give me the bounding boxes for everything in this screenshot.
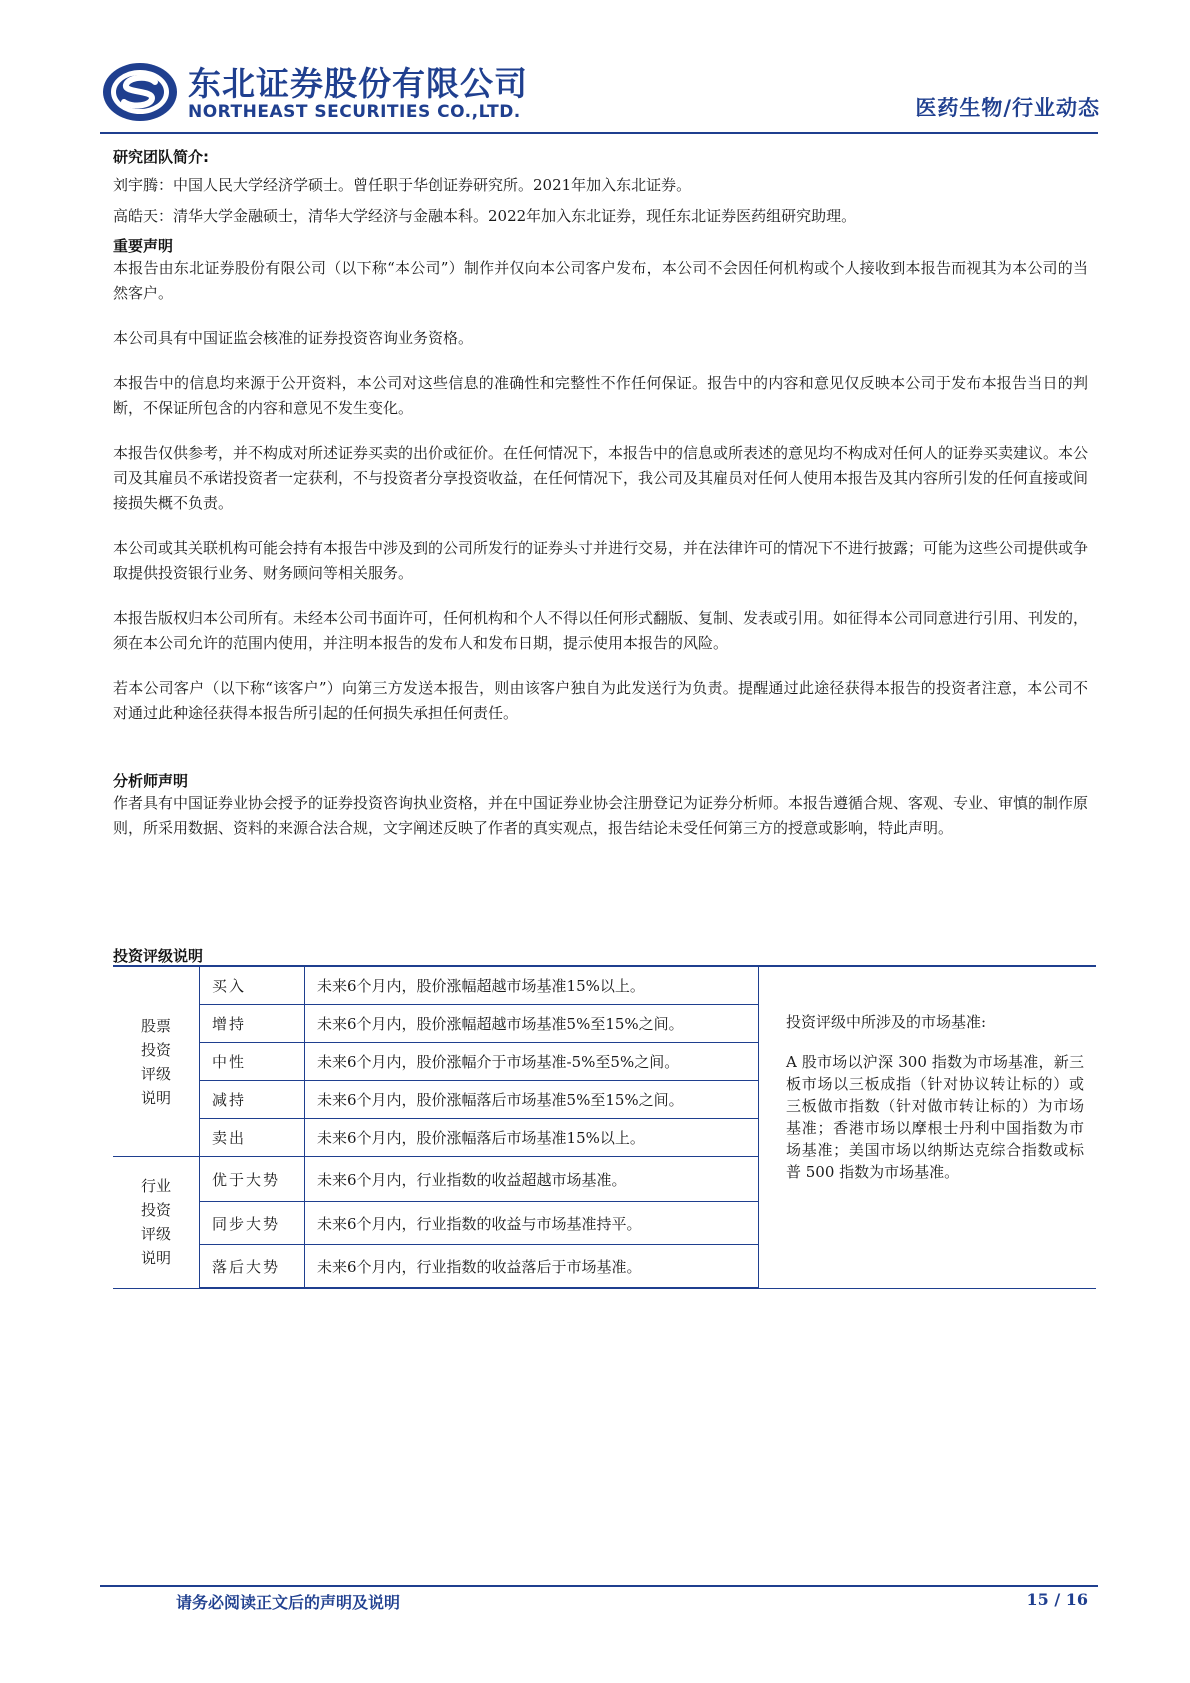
company-name-cn: 东北证券股份有限公司 [188,64,528,103]
team-member: 刘宇腾：中国人民大学经济学硕士。曾任职于华创证券研究所。2021年加入东北证券。 [113,176,692,194]
disclaimer-paragraph: 本报告中的信息均来源于公开资料，本公司对这些信息的准确性和完整性不作任何保证。报告中的内容和意见仅反映本公司于发布本报告当日的判断，不保证所包含的内容和意见不发生变化。 [113,374,1088,417]
benchmark-cell [759,966,1097,1288]
disclaimer-paragraph: 本报告仅供参考，并不构成对所述证券买卖的出价或征价。在任何情况下，本报告中的信息或所表述的意见均不构成对任何人的证券买卖建议。本公司及其雇员不承诺投资者一定获利，不与投资者分享投资收益，在任何情况下，我公司及其雇员对任何人使用本报告及其内容所引发的任何直接或间接损失概不负责。 [113,444,1089,512]
rating-description: 未来6个月内，股价涨幅介于市场基准-5%至5%之间。 [305,1043,759,1081]
page-number: 15 / 16 [1026,1590,1088,1609]
disclaimer-title: 重要声明 [113,237,174,255]
rating-level: 落后大势 [200,1245,305,1289]
team-title: 研究团队简介: [113,148,209,166]
rating-description: 未来6个月内，股价涨幅落后市场基准5%至15%之间。 [305,1081,759,1119]
rating-level: 增持 [200,1005,305,1043]
company-name-en: NORTHEAST SECURITIES CO.,LTD. [188,102,521,122]
disclaimer-paragraph: 本报告版权归本公司所有。未经本公司书面许可，任何机构和个人不得以任何形式翻版、复制、发表或引用。如征得本公司同意进行引用、刊发的，须在本公司允许的范围内使用，并注明本报告的发布人和发布日期，提示使用本报告的风险。 [113,609,1089,652]
stock-group-label: 股票 投资 评级 说明 [113,966,200,1157]
page-header [100,48,1100,128]
benchmark-title: 投资评级中所涉及的市场基准: [786,1013,987,1031]
rating-level: 卖出 [200,1119,305,1157]
rating-description: 未来6个月内，股价涨幅超越市场基准5%至15%之间。 [305,1005,759,1043]
rating-description: 未来6个月内，股价涨幅超越市场基准15%以上。 [305,966,759,1005]
rating-description: 未来6个月内，行业指数的收益超越市场基准。 [305,1157,759,1202]
disclaimer-paragraph: 本报告由东北证券股份有限公司（以下称“本公司”）制作并仅向本公司客户发布，本公司不会因任何机构或个人接收到本报告而视其为本公司的当然客户。 [113,259,1088,302]
rating-level: 同步大势 [200,1202,305,1245]
disclaimer-paragraph: 本公司具有中国证监会核准的证券投资咨询业务资格。 [113,329,474,347]
report-category: 医药生物/行业动态 [915,96,1100,120]
rating-description: 未来6个月内，行业指数的收益与市场基准持平。 [305,1202,759,1245]
table-row [113,966,1096,1005]
rating-level: 减持 [200,1081,305,1119]
report-body [113,140,1088,841]
disclaimer-paragraph: 本公司或其关联机构可能会持有本报告中涉及到的公司所发行的证券头寸并进行交易，并在法律许可的情况下不进行披露；可能为这些公司提供或争取提供投资银行业务、财务顾问等相关服务。 [113,539,1089,582]
benchmark-text: A 股市场以沪深 300 指数为市场基准，新三板市场以三板成指（针对协议转让标的）或三板做市指数（针对做市转让标的）为市场基准；香港市场以摩根士丹利中国指数为市场基准；美国市场以纳斯达克综合指数或标普 500 指数为市场基准。 [786,1053,1084,1181]
industry-group-label: 行业 投资 评级 说明 [113,1157,200,1289]
footer-note: 请务必阅读正文后的声明及说明 [176,1593,401,1612]
footer-divider [100,1585,1098,1587]
analyst-statement: 作者具有中国证券业协会授予的证券投资咨询执业资格，并在中国证券业协会注册登记为证券分析师。本报告遵循合规、客观、专业、审慎的制作原则，所采用数据、资料的来源合法合规，文字阐述反映了作者的真实观点，报告结论未受任何第三方的授意或影响，特此声明。 [113,794,1089,837]
ratings-title: 投资评级说明 [113,947,204,965]
analyst-title: 分析师声明 [113,772,189,790]
rating-level: 优于大势 [200,1157,305,1202]
rating-level: 买入 [200,966,305,1005]
disclaimer-paragraph: 若本公司客户（以下称“该客户”）向第三方发送本报告，则由该客户独自为此发送行为负责。提醒通过此途径获得本报告的投资者注意，本公司不对通过此种途径获得本报告所引起的任何损失承担任何责任。 [113,679,1088,722]
team-member: 高皓天：清华大学金融硕士，清华大学经济与金融本科。2022年加入东北证券，现任东北证券医药组研究助理。 [113,207,857,225]
header-divider [100,132,1098,134]
rating-level: 中性 [200,1043,305,1081]
ratings-table [113,965,1096,1289]
rating-description: 未来6个月内，股价涨幅落后市场基准15%以上。 [305,1119,759,1157]
northeast-securities-logo [100,60,180,124]
rating-description: 未来6个月内，行业指数的收益落后于市场基准。 [305,1245,759,1289]
